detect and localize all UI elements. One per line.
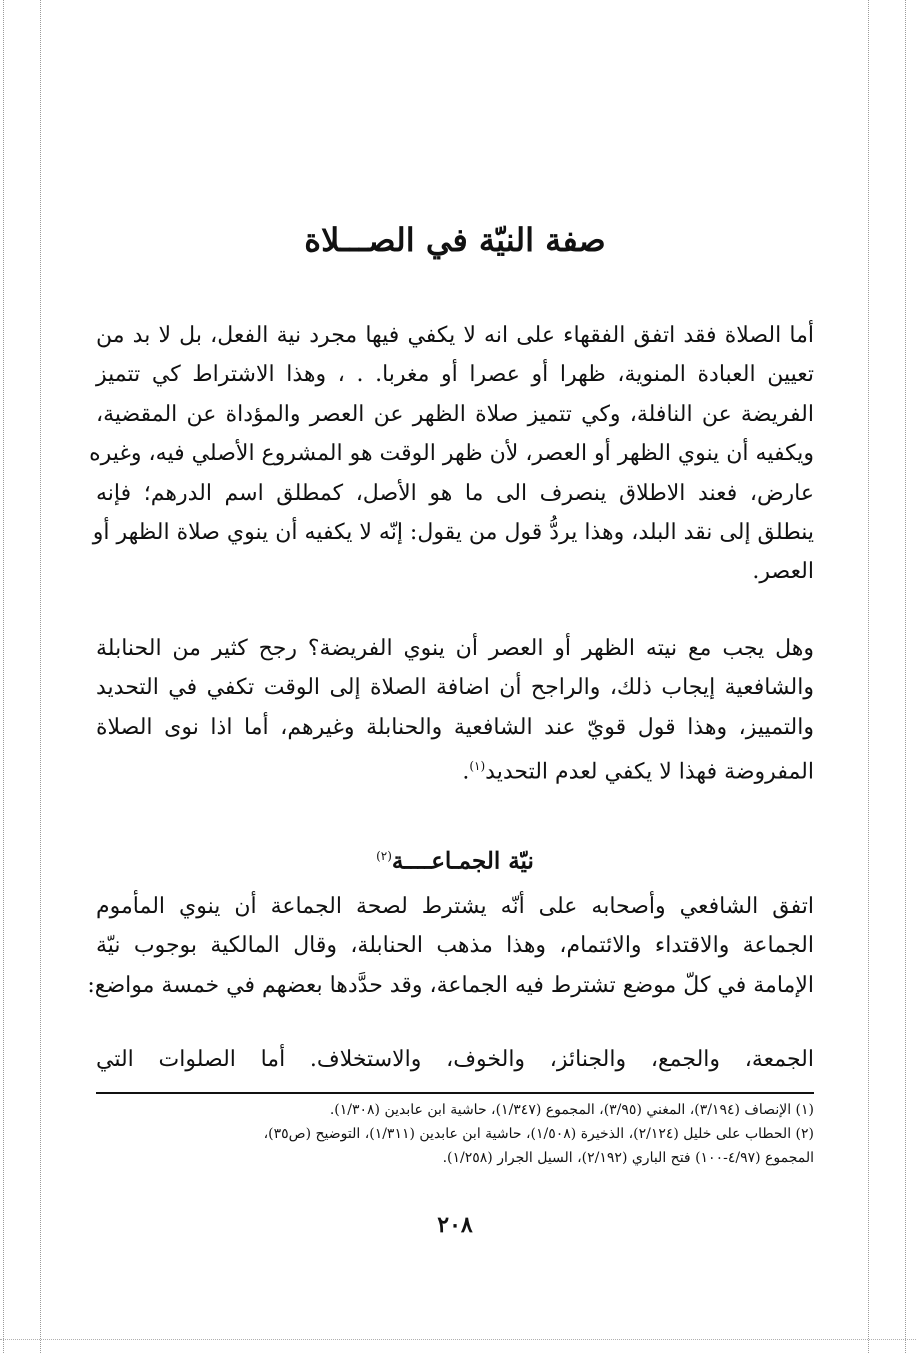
text-line: اتفق الشافعي وأصحابه على أنّه يشترط لصحة الجماعة أن ينوي المأموم	[96, 894, 814, 919]
text-line: ويكفيه أن ينوي الظهر أو العصر، لأن ظهر الوقت هو المشروع الأصلي فيه، وغيره	[89, 441, 814, 467]
text-line	[96, 747, 814, 792]
scan-guide-line	[868, 0, 869, 1353]
scan-guide-line	[905, 0, 906, 1353]
text-line: تعيين العبادة المنوية، ظهرا أو عصرا أو مغربا. . ، وهذا الاشتراط كي تتميز	[96, 362, 814, 388]
text-line: وهل يجب مع نيته الظهر أو العصر أن ينوي الفريضة؟ رجح كثير من الحنابلة	[96, 636, 814, 661]
footnotes	[96, 1098, 814, 1170]
text-line-body: المفروضة فهذا لا يكفي لعدم التحديد	[485, 759, 814, 785]
text-line: أما الصلاة فقد اتفق الفقهاء على انه لا يكفي فيها مجرد نية الفعل، بل لا بد من	[96, 323, 814, 348]
book-page	[87, 0, 814, 1353]
section-heading	[96, 836, 814, 882]
scan-guide-line	[40, 0, 41, 1353]
footnote-ref: (٢)	[376, 849, 392, 863]
text-line: العصر.	[752, 559, 814, 585]
footnote-divider	[96, 1092, 814, 1094]
footnote-ref: (١)	[469, 759, 486, 774]
paragraph-five-cases	[96, 1040, 814, 1079]
paragraph-fard-intention	[96, 629, 814, 792]
text-line: عارض، فعند الاطلاق ينصرف الى ما هو الأصل، كمطلق اسم الدرهم؛ فإنه	[96, 480, 814, 506]
sentence-end: .	[462, 759, 470, 785]
paragraph-salat-intention	[89, 316, 814, 592]
text-line: والتمييز، وهذا قول قويّ عند الشافعية والحنابلة وغيرهم، أما اذا نوى الصلاة	[96, 714, 814, 740]
text-line: الإمامة في كلّ موضع تشترط فيه الجماعة، وقد حدَّدها بعضهم في خمسة مواضع:	[87, 972, 814, 998]
page-title: صفة النيّة في الصـــلاة	[304, 221, 606, 259]
section-heading-text: نيّة الجمـاعــــة	[391, 847, 534, 875]
text-line: الفريضة عن النافلة، وكي تتميز صلاة الظهر عن العصر والمؤداة عن المقضية،	[96, 401, 814, 427]
footnote-2: (٢) الحطاب على خليل (٢/١٢٤)، الذخيرة (١/٥٠٨)، حاشية ابن عابدين (١/٣١١)، التوضيح (ص٣٥)،	[263, 1126, 814, 1142]
paragraph-jamaah	[87, 887, 814, 1005]
text-line: والشافعية إيجاب ذلك، والراجح أن اضافة الصلاة إلى الوقت تكفي في التحديد	[96, 675, 814, 701]
scan-guide-line	[3, 0, 4, 1353]
text-line: الجمعة، والجمع، والجنائز، والخوف، والاستخلاف. أما الصلوات التي	[96, 1047, 814, 1072]
footnote-2-cont: المجموع (٤/٩٧-١٠٠) فتح الباري (٢/١٩٢)، السيل الجرار (١/٢٥٨).	[442, 1150, 814, 1166]
text-line: الجماعة والاقتداء والائتمام، وهذا مذهب الحنابلة، وقال المالكية بوجوب نيّة	[96, 933, 814, 959]
page-number: ٢٠٨	[437, 1212, 473, 1238]
text-line: ينطلق إلى نقد البلد، وهذا يردُّ قول من يقول: إنّه لا يكفيه أن ينوي صلاة الظهر أو	[92, 520, 814, 546]
footnote-1: (١) الإنصاف (٣/١٩٤)، المغني (٣/٩٥)، المجموع (١/٣٤٧)، حاشية ابن عابدين (١/٣٠٨).	[329, 1102, 814, 1118]
